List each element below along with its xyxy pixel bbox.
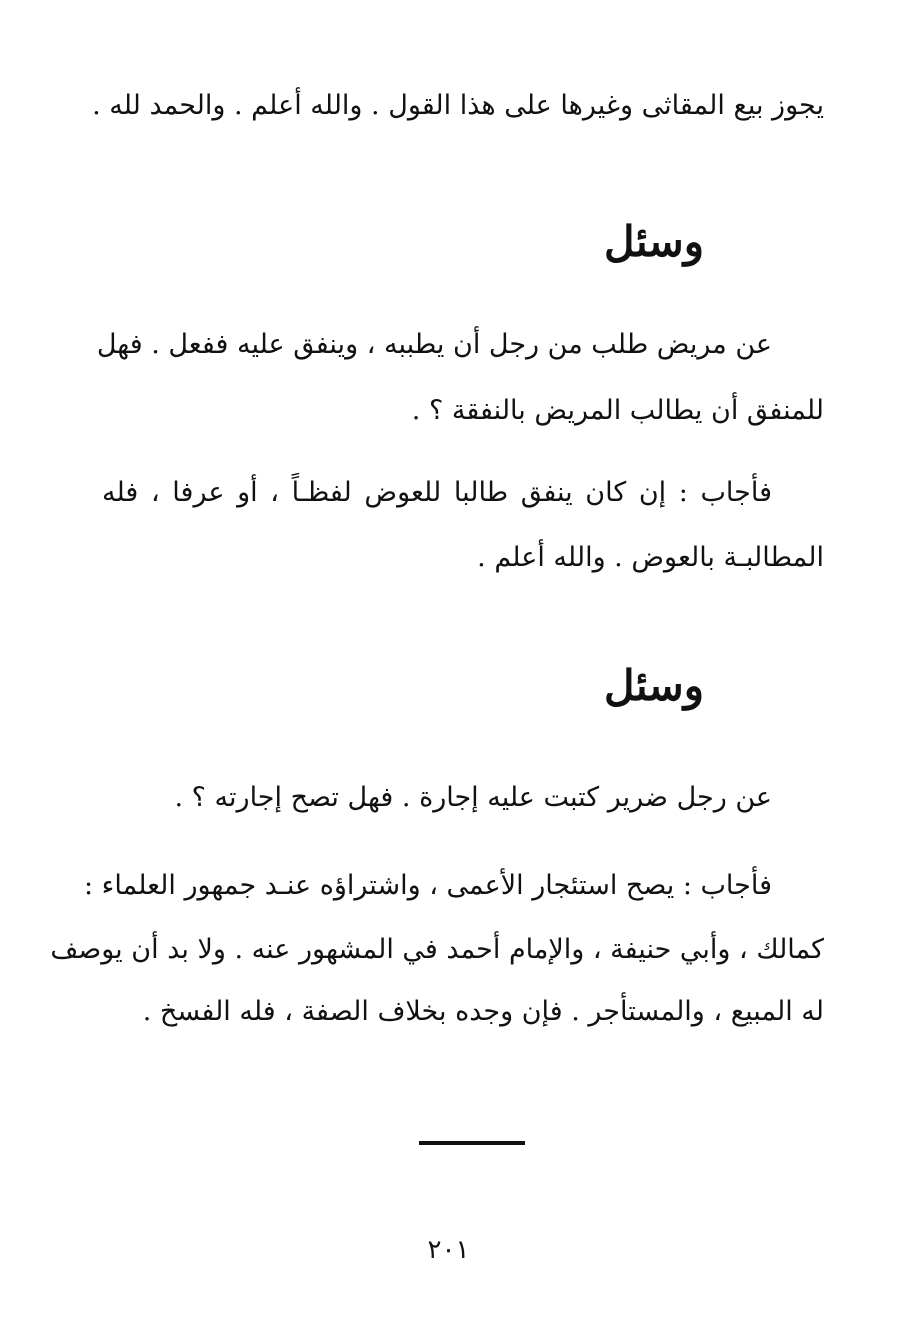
question-two-line-1: عن رجل ضرير كتبت عليه إجارة . فهل تصح إجارته ؟ .	[174, 782, 772, 813]
section-heading-first: وسئل	[604, 217, 704, 266]
text-line-closing: يجوز بيع المقاثى وغيرها على هذا القول . والله أعلم . والحمد لله .	[92, 90, 824, 121]
question-one-line-2: للمنفق أن يطالب المريض بالنفقة ؟ .	[411, 395, 824, 426]
page-number: ٢٠١	[427, 1235, 470, 1265]
answer-two-line-2: كمالك ، وأبي حنيفة ، والإمام أحمد في المشهور عنه . ولا بد أن يوصف	[50, 934, 824, 965]
answer-two-line-3: له المبيع ، والمستأجر . فإن وجده بخلاف الصفة ، فله الفسخ .	[142, 996, 824, 1027]
question-one-line-1: عن مريض طلب من رجل أن يطببه ، وينفق عليه ففعل . فهل	[96, 329, 772, 360]
section-heading-second: وسئل	[604, 661, 704, 710]
answer-two-line-1: فأجاب : يصح استئجار الأعمى ، واشتراؤه عنـد جمهور العلماء :	[84, 870, 772, 901]
answer-one-line-1: فأجاب : إن كان ينفق طالبا للعوض لفظـاً ، أو عرفا ، فله	[102, 477, 772, 508]
section-divider-rule	[419, 1141, 525, 1145]
answer-one-line-2: المطالبـة بالعوض . والله أعلم .	[477, 542, 824, 573]
